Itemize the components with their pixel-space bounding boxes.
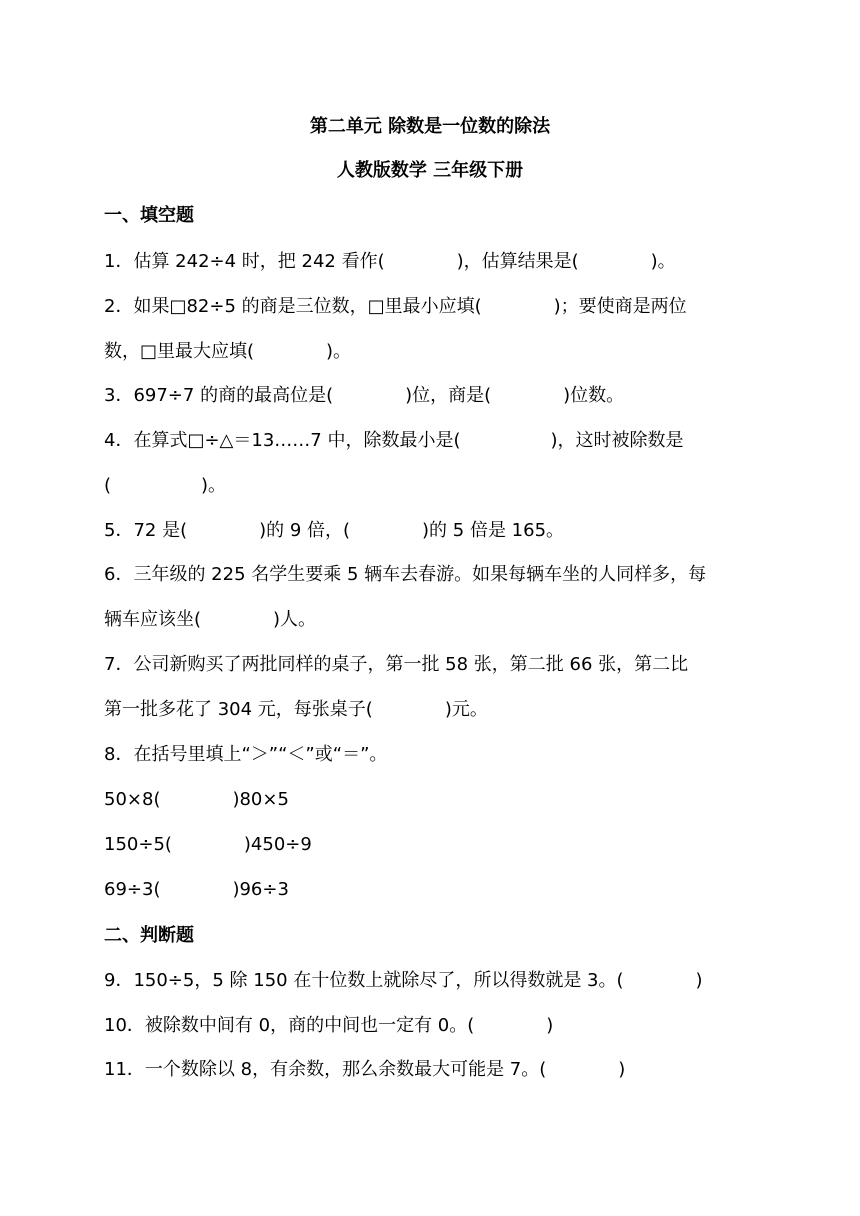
question-line: 4．在算式□÷△＝13……7 中，除数最小是( )，这时被除数是 bbox=[104, 430, 684, 451]
question-line: 6．三年级的 225 名学生要乘 5 辆车去春游。如果每辆车坐的人同样多，每 bbox=[104, 564, 707, 585]
comparison-line: 50×8( )80×5 bbox=[104, 789, 289, 810]
comparison-line: 150÷5( )450÷9 bbox=[104, 834, 312, 855]
question-line: ( )。 bbox=[104, 475, 227, 496]
question-line: 11．一个数除以 8，有余数，那么余数最大可能是 7。( ) bbox=[104, 1059, 626, 1080]
question-line: 1．估算 242÷4 时，把 242 看作( )，估算结果是( )。 bbox=[104, 251, 676, 272]
page-title: 第二单元 除数是一位数的除法 bbox=[309, 116, 551, 137]
comparison-line: 69÷3( )96÷3 bbox=[104, 879, 289, 900]
question-line: 7．公司新购买了两批同样的桌子，第一批 58 张，第二批 66 张，第二比 bbox=[104, 654, 689, 675]
question-line: 5．72 是( )的 9 倍，( )的 5 倍是 165。 bbox=[104, 520, 565, 541]
section-heading-true-false: 二、判断题 bbox=[104, 925, 194, 946]
question-line: 10．被除数中间有 0，商的中间也一定有 0。( ) bbox=[104, 1015, 554, 1036]
question-line: 2．如果□82÷5 的商是三位数，□里最小应填( )；要使商是两位 bbox=[104, 296, 687, 317]
section-heading-fill-blank: 一、填空题 bbox=[104, 205, 194, 226]
question-line: 9．150÷5，5 除 150 在十位数上就除尽了，所以得数就是 3。( ) bbox=[104, 970, 703, 991]
question-line: 8．在括号里填上“＞”“＜”或“＝”。 bbox=[104, 744, 388, 765]
question-line: 第一批多花了 304 元，每张桌子( )元。 bbox=[104, 699, 488, 720]
question-line: 3．697÷7 的商的最高位是( )位，商是( )位数。 bbox=[104, 385, 625, 406]
question-line: 辆车应该坐( )人。 bbox=[104, 609, 317, 630]
question-line: 数，□里最大应填( )。 bbox=[104, 341, 352, 362]
page-subtitle: 人教版数学 三年级下册 bbox=[336, 160, 524, 181]
